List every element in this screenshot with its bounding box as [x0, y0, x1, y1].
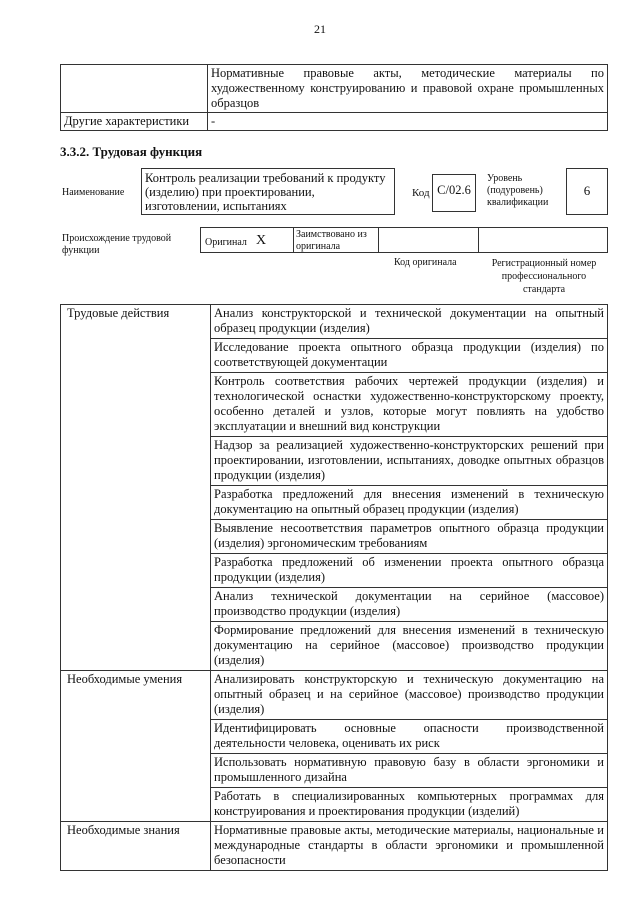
section-title: 3.3.2. Трудовая функция — [60, 144, 203, 159]
name-label: Наименование — [62, 187, 125, 198]
knowledge-item: Нормативные правовые акты, методические материалы, национальные и международные стандарты в области эргономики и промышленной безопасности — [211, 822, 608, 871]
code-value-box: C/02.6 — [432, 174, 476, 212]
action-item: Разработка предложений для внесения изменений в техническую документацию на опытный образец продукции (изделия) — [211, 486, 608, 520]
origin-divider — [478, 227, 479, 253]
origin-divider — [293, 227, 294, 253]
reg-number-label: Регистрационный номер профессионального стандарта — [491, 258, 597, 295]
function-name-box: Контроль реализации требований к продукту (изделию) при проектировании, изготовлении, испытаниях — [141, 168, 395, 215]
level-value-box: 6 — [566, 168, 608, 215]
top-continuation-table — [60, 64, 608, 131]
skills-label: Необходимые умения — [61, 671, 211, 822]
action-item: Надзор за реализацией художественно-конструкторских решений при проектировании, изготовлении, испытаниях, доводке опытных образцов продукции (изделия) — [211, 437, 608, 486]
table-row — [61, 305, 608, 339]
skill-item: Использовать нормативную правовую базу в области эргономики и промышленного дизайна — [211, 754, 608, 788]
page-number: 21 — [314, 22, 326, 36]
table-row — [61, 65, 608, 113]
borrowed-label: Заимствовано из оригинала — [296, 229, 367, 252]
action-item: Формирование предложений для внесения изменений в техническую документацию на серийное (массовое) производство продукции (изделия) — [211, 622, 608, 671]
table-row — [61, 671, 608, 720]
origin-label: Происхождение трудовой функции — [62, 233, 172, 256]
code-original-label: Код оригинала — [394, 257, 457, 268]
empty-label-cell — [61, 65, 208, 113]
original-label: Оригинал — [205, 237, 247, 248]
level-label: Уровень (подуровень) квалификации — [487, 173, 549, 208]
other-characteristics-value: - — [208, 113, 608, 131]
skill-item: Анализировать конструкторскую и техническую документацию на опытный образец и на серийное (массовое) производство продукции (изделия) — [211, 671, 608, 720]
labor-function-table — [60, 304, 608, 871]
action-item: Анализ конструкторской и технической документации на опытный образец продукции (изделия) — [211, 305, 608, 339]
original-mark: X — [256, 233, 267, 248]
actions-label: Трудовые действия — [61, 305, 211, 671]
origin-divider — [378, 227, 379, 253]
code-label: Код — [412, 187, 430, 199]
table-row — [61, 113, 608, 131]
action-item: Контроль соответствия рабочих чертежей продукции (изделия) и технологической оснастки художественно-конструкторскому проекту, особенно деталей и узлов, которые могут повлиять на удобство эксплуатации и внешний вид конструкции — [211, 373, 608, 437]
knowledge-label: Необходимые знания — [61, 822, 211, 871]
table-row — [61, 822, 608, 871]
action-item: Исследование проекта опытного образца продукции (изделия) по соответствующей документации — [211, 339, 608, 373]
skill-item: Работать в специализированных компьютерных программах для конструирования и проектирования продукции (изделий) — [211, 788, 608, 822]
skill-item: Идентифицировать основные опасности производственной деятельности человека, оценивать их риск — [211, 720, 608, 754]
table-cell-text: Нормативные правовые акты, методические материалы по художественному конструированию и правовой охране промышленных образцов — [208, 65, 608, 113]
action-item: Анализ технической документации на серийное (массовое) производство продукции (изделия) — [211, 588, 608, 622]
action-item: Разработка предложений об изменении проекта опытного образца продукции (изделия) — [211, 554, 608, 588]
other-characteristics-label: Другие характеристики — [61, 113, 208, 131]
action-item: Выявление несоответствия параметров опытного образца продукции (изделия) эргономическим требованиям — [211, 520, 608, 554]
